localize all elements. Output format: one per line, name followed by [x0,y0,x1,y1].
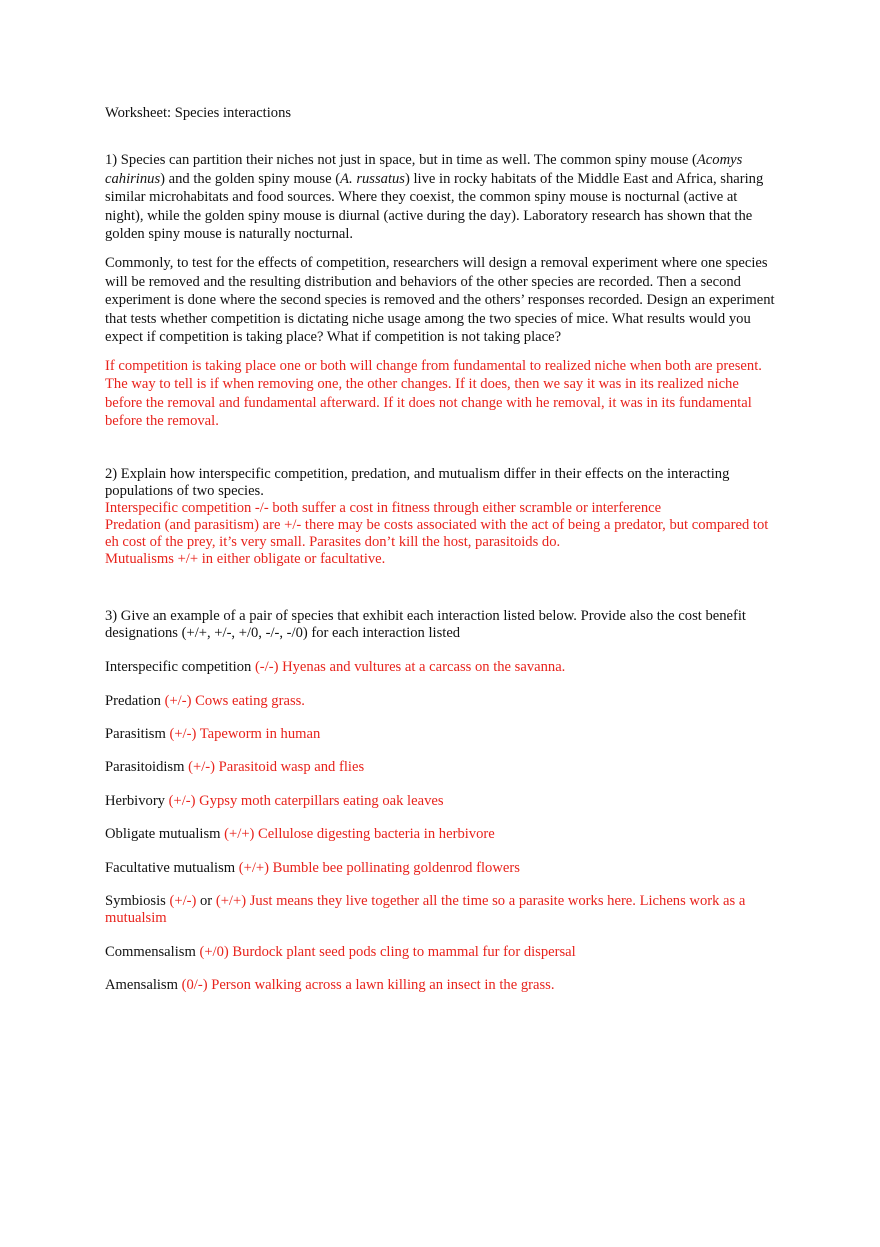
interaction-answer: (+/+) Cellulose digesting bacteria in herbivore [224,826,495,843]
question-1-paragraph-1 [105,151,777,244]
interaction-answer: (+/-) Cows eating grass. [164,692,305,709]
interaction-term: Symbiosis [105,892,170,909]
answer-1: If competition is taking place one or both will change from fundamental to realized niche when both are present. The way to tell is if when removing one, the other changes. If it does, then we say it was in its realized niche before the removal and fundamental afterward. If it does not change with he removal, it was in its fundamental before the removal. [105,357,762,429]
interaction-item [105,793,777,810]
worksheet-title: Worksheet: Species interactions [105,105,292,121]
interaction-term: Predation [105,692,165,709]
q1-species-name-1: Acomys cahirinus [105,152,743,187]
interaction-item [105,893,777,928]
question-1-paragraph-2: Commonly, to test for the effects of competition, researchers will design a removal experiment where one species will be removed and the resulting distribution and behaviors of the other species are recorded. Then a second experiment is done where the second species is removed and the others’ responses recorded. Design an experiment that tests whether competition is dictating niche usage among the two species of mice. What results would you expect if competition is taking place? What if competition is not taking place? [105,254,775,346]
interaction-item [105,860,777,877]
q1-species-name-2: A. russatus [340,170,405,187]
interaction-item [105,826,777,843]
q1-text-b: ) and the golden spiny mouse ( [160,170,341,187]
interaction-connector: or [196,892,216,909]
interaction-term: Interspecific competition [105,659,255,676]
interaction-answer: (-/-) Hyenas and vultures at a carcass on the savanna. [254,659,566,676]
interaction-answer: (0/-) Person walking across a lawn killing an insect in the grass. [181,977,555,994]
q1-text-c: ) live in rocky habitats of the Middle East and Africa, sharing similar microhabitats and food sources. Where they coexist, the common spiny mouse is nocturnal (active at night), while the golden spiny mouse is diurnal (active during the day). Laboratory research has shown that the golden spiny mouse is naturally nocturnal. [105,170,764,243]
interaction-term: Herbivory [105,792,169,809]
interaction-answer: (+/0) Burdock plant seed pods cling to mammal fur for dispersal [199,943,576,960]
interaction-item [105,726,777,743]
interaction-term: Amensalism [105,977,182,994]
interaction-item [105,759,777,776]
worksheet-page [105,104,777,1011]
interaction-item [105,977,777,994]
interaction-term: Parasitism [105,725,170,742]
interaction-term: Commensalism [105,943,200,960]
interaction-term: Parasitoidism [105,759,189,776]
interaction-answer: (+/-) Parasitoid wasp and flies [188,759,365,776]
interaction-term: Facultative mutualism [105,859,239,876]
interaction-item [105,693,777,710]
question-2 [105,466,777,568]
interaction-item [105,944,777,961]
interaction-answer: (+/+) Bumble bee pollinating goldenrod flowers [238,859,520,876]
interaction-term: Obligate mutualism [105,826,225,843]
question-2-text: 2) Explain how interspecific competition, predation, and mutualism differ in their effects on the interacting populations of two species. [105,466,730,500]
interaction-answer: (+/-) Gypsy moth caterpillars eating oak leaves [168,792,444,809]
answer-2-competition: Interspecific competition -/- both suffer a cost in fitness through either scramble or interference [105,500,662,517]
answer-2-mutualism: Mutualisms +/+ in either obligate or facultative. [105,551,386,568]
question-3: 3) Give an example of a pair of species that exhibit each interaction listed below. Provide also the cost benefit designations (+/+, +/-, +/0, -/-, -/0) for each interaction listed [105,608,746,642]
interaction-answer: (+/+) Just means they live together all the time so a parasite works here. Lichens work as a mutualsim [105,892,746,927]
answer-2-predation: Predation (and parasitism) are +/- there may be costs associated with the act of being a predator, but compared tot eh cost of the prey, it’s very small. Parasites don’t kill the host, parasitoids do. [105,517,769,551]
interaction-item [105,659,777,676]
interaction-answer: (+/-) [169,892,197,909]
interaction-answer: (+/-) Tapeworm in human [169,725,321,742]
q1-text-a: 1) Species can partition their niches not just in space, but in time as well. The common spiny mouse ( [105,152,697,168]
